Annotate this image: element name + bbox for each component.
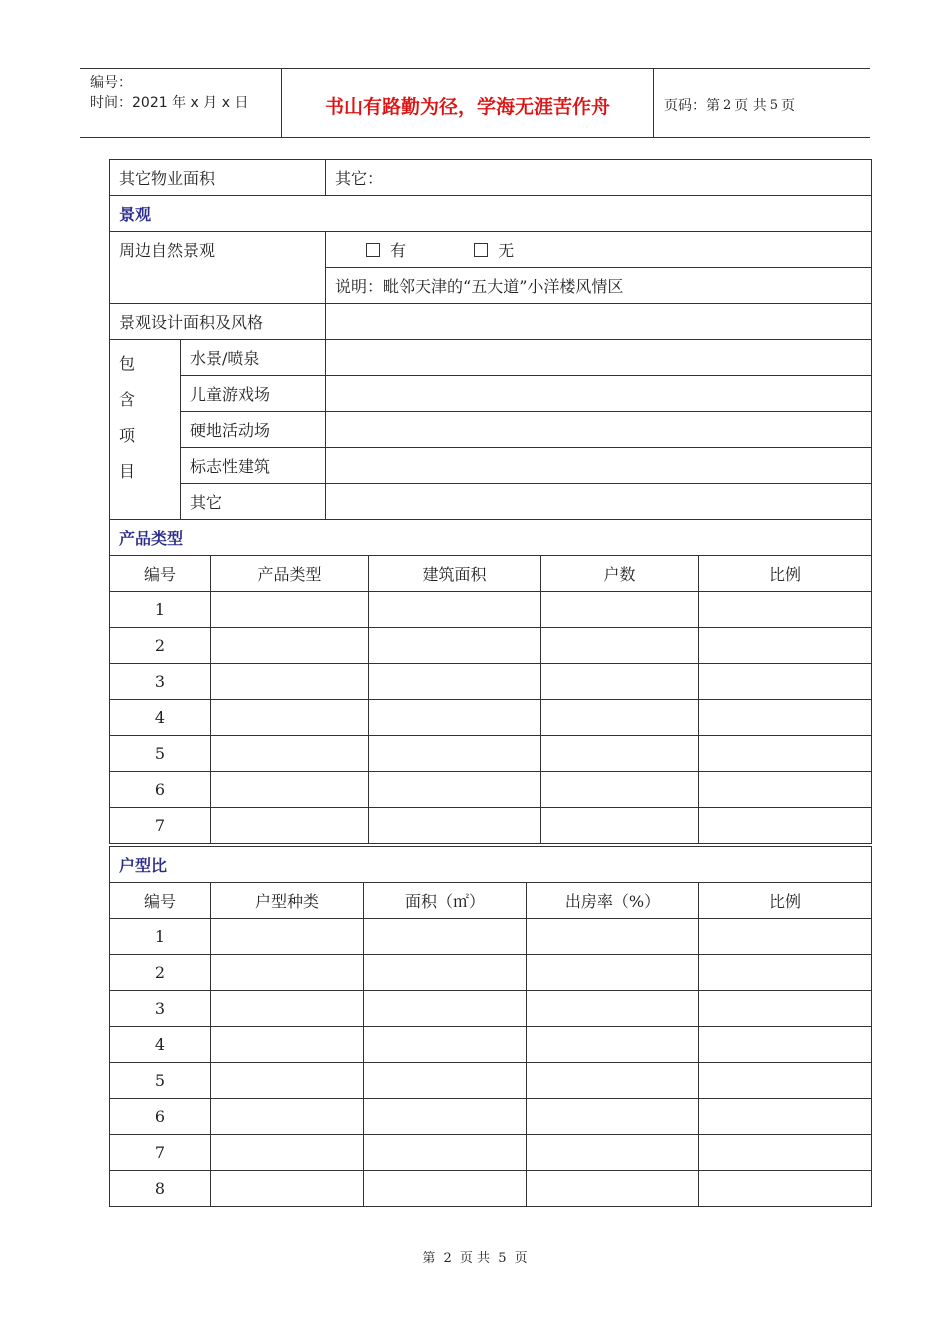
table-row — [110, 736, 872, 772]
header-motto: 书山有路勤为径，学海无涯苦作舟 — [282, 69, 654, 137]
row-number: 7 — [110, 1135, 211, 1171]
row-number: 2 — [110, 955, 211, 991]
table-row — [110, 955, 872, 991]
table-row — [110, 664, 872, 700]
header-page-mid: 页 共 — [734, 98, 767, 114]
table-row — [110, 1171, 872, 1207]
table-row — [110, 919, 872, 955]
table-cell[interactable] — [699, 664, 872, 700]
include-item-field[interactable] — [326, 448, 872, 484]
include-item-label: 儿童游戏场 — [181, 376, 326, 412]
page-header — [80, 68, 870, 138]
table-cell[interactable] — [541, 772, 699, 808]
header-page-total: 5 — [769, 97, 779, 113]
page-footer — [0, 1247, 950, 1266]
row-number: 2 — [110, 628, 211, 664]
landscape-table — [109, 159, 872, 520]
option-no-label: 无 — [498, 241, 515, 260]
table-cell[interactable] — [699, 1171, 872, 1207]
include-item-field[interactable] — [326, 412, 872, 448]
table-row — [110, 700, 872, 736]
table-cell[interactable] — [369, 592, 541, 628]
table-cell[interactable] — [699, 1099, 872, 1135]
table-cell[interactable] — [364, 955, 527, 991]
table-cell[interactable] — [364, 1171, 527, 1207]
table-row — [110, 592, 872, 628]
table-row — [110, 1135, 872, 1171]
table-cell[interactable] — [699, 700, 872, 736]
header-page-suffix: 页 — [781, 98, 796, 114]
row-number: 3 — [110, 664, 211, 700]
table-cell[interactable] — [541, 628, 699, 664]
row-number: 5 — [110, 736, 211, 772]
row-number: 3 — [110, 991, 211, 1027]
table-cell[interactable] — [369, 700, 541, 736]
table-row — [110, 772, 872, 808]
column-header: 面积（㎡） — [364, 883, 527, 919]
table-cell[interactable] — [541, 592, 699, 628]
table-cell[interactable] — [211, 736, 369, 772]
other-area-field[interactable]: 其它： — [326, 160, 872, 196]
header-number-label: 编号： — [90, 75, 132, 91]
header-page-num: 2 — [723, 97, 732, 113]
table-cell[interactable] — [211, 919, 364, 955]
column-header: 比例 — [699, 556, 872, 592]
table-cell[interactable] — [364, 1099, 527, 1135]
header-page-prefix: 页码：第 — [664, 98, 720, 114]
table-cell[interactable] — [369, 628, 541, 664]
product-type-table — [109, 519, 872, 844]
row-number: 6 — [110, 1099, 211, 1135]
table-header-row — [110, 883, 872, 919]
table-cell[interactable] — [699, 736, 872, 772]
row-number: 6 — [110, 772, 211, 808]
column-header: 比例 — [699, 883, 872, 919]
table-cell[interactable] — [541, 736, 699, 772]
checkbox-yes[interactable] — [366, 243, 380, 257]
header-meta — [80, 69, 282, 137]
table-header-row — [110, 556, 872, 592]
row-number: 4 — [110, 1027, 211, 1063]
column-header: 户数 — [541, 556, 699, 592]
column-header: 建筑面积 — [369, 556, 541, 592]
table-cell[interactable] — [699, 1027, 872, 1063]
include-item-label: 水景/喷泉 — [181, 340, 326, 376]
row-number: 4 — [110, 700, 211, 736]
include-item-label: 其它 — [181, 484, 326, 520]
table-row — [110, 1027, 872, 1063]
table-cell[interactable] — [527, 1099, 699, 1135]
other-area-label: 其它物业面积 — [110, 160, 326, 196]
table-cell[interactable] — [699, 1135, 872, 1171]
table-cell[interactable] — [699, 1063, 872, 1099]
table-cell[interactable] — [527, 1063, 699, 1099]
footer-total: 5 — [498, 1251, 507, 1266]
product-type-section-title: 产品类型 — [110, 520, 872, 556]
includes-char: 目 — [119, 462, 136, 481]
footer-page: 2 — [443, 1251, 452, 1266]
unit-ratio-table — [109, 846, 872, 1207]
natural-landscape-options — [326, 232, 872, 268]
table-cell[interactable] — [211, 1099, 364, 1135]
include-item-field[interactable] — [326, 484, 872, 520]
table-cell[interactable] — [211, 664, 369, 700]
table-cell[interactable] — [699, 919, 872, 955]
footer-suffix: 页 — [514, 1251, 528, 1266]
table-cell[interactable] — [369, 772, 541, 808]
table-cell[interactable] — [211, 1171, 364, 1207]
row-number: 1 — [110, 919, 211, 955]
table-cell[interactable] — [211, 592, 369, 628]
include-item-field[interactable] — [326, 340, 872, 376]
landscape-note: 说明：毗邻天津的“五大道”小洋楼风情区 — [326, 268, 872, 304]
landscape-design-label: 景观设计面积及风格 — [110, 304, 326, 340]
natural-landscape-label: 周边自然景观 — [110, 232, 326, 304]
table-cell[interactable] — [699, 592, 872, 628]
column-header: 编号 — [110, 883, 211, 919]
includes-label — [110, 340, 181, 520]
table-cell[interactable] — [211, 991, 364, 1027]
table-cell[interactable] — [211, 1063, 364, 1099]
table-cell[interactable] — [541, 808, 699, 844]
table-cell[interactable] — [211, 955, 364, 991]
table-cell[interactable] — [369, 808, 541, 844]
table-row — [110, 808, 872, 844]
table-cell[interactable] — [699, 808, 872, 844]
row-number: 1 — [110, 592, 211, 628]
table-cell[interactable] — [211, 772, 369, 808]
row-number: 8 — [110, 1171, 211, 1207]
includes-char: 含 — [119, 390, 136, 409]
table-cell[interactable] — [369, 664, 541, 700]
include-item-field[interactable] — [326, 376, 872, 412]
landscape-design-field[interactable] — [326, 304, 872, 340]
includes-char: 项 — [119, 426, 136, 445]
table-cell[interactable] — [364, 1063, 527, 1099]
column-header: 户型种类 — [211, 883, 364, 919]
include-item-label: 硬地活动场 — [181, 412, 326, 448]
column-header: 编号 — [110, 556, 211, 592]
table-cell[interactable] — [699, 991, 872, 1027]
table-row — [110, 1099, 872, 1135]
include-item-label: 标志性建筑 — [181, 448, 326, 484]
header-page-info — [654, 69, 870, 137]
table-cell[interactable] — [699, 955, 872, 991]
table-row — [110, 628, 872, 664]
table-cell[interactable] — [541, 664, 699, 700]
table-cell[interactable] — [364, 919, 527, 955]
table-cell[interactable] — [211, 700, 369, 736]
includes-char: 包 — [119, 354, 136, 373]
table-cell[interactable] — [527, 1135, 699, 1171]
table-cell[interactable] — [211, 1027, 364, 1063]
table-row — [110, 1063, 872, 1099]
footer-mid: 页 共 — [459, 1251, 491, 1266]
column-header: 产品类型 — [211, 556, 369, 592]
table-cell[interactable] — [699, 628, 872, 664]
table-cell[interactable] — [364, 1135, 527, 1171]
table-cell[interactable] — [364, 991, 527, 1027]
table-row — [110, 991, 872, 1027]
checkbox-no[interactable] — [474, 243, 488, 257]
row-number: 5 — [110, 1063, 211, 1099]
table-cell[interactable] — [527, 1171, 699, 1207]
table-cell[interactable] — [527, 991, 699, 1027]
table-cell[interactable] — [211, 628, 369, 664]
column-header: 出房率（%） — [527, 883, 699, 919]
landscape-section-title: 景观 — [110, 196, 872, 232]
table-cell[interactable] — [541, 700, 699, 736]
table-cell[interactable] — [364, 1027, 527, 1063]
table-cell[interactable] — [211, 1135, 364, 1171]
table-cell[interactable] — [369, 736, 541, 772]
table-cell[interactable] — [527, 955, 699, 991]
table-cell[interactable] — [527, 1027, 699, 1063]
footer-prefix: 第 — [422, 1251, 436, 1266]
table-cell[interactable] — [527, 919, 699, 955]
row-number: 7 — [110, 808, 211, 844]
table-cell[interactable] — [211, 808, 369, 844]
header-time-label: 时间：2021 年 x 月 x 日 — [90, 95, 249, 111]
unit-ratio-section-title: 户型比 — [110, 847, 872, 883]
table-cell[interactable] — [699, 772, 872, 808]
option-yes-label: 有 — [390, 241, 407, 260]
